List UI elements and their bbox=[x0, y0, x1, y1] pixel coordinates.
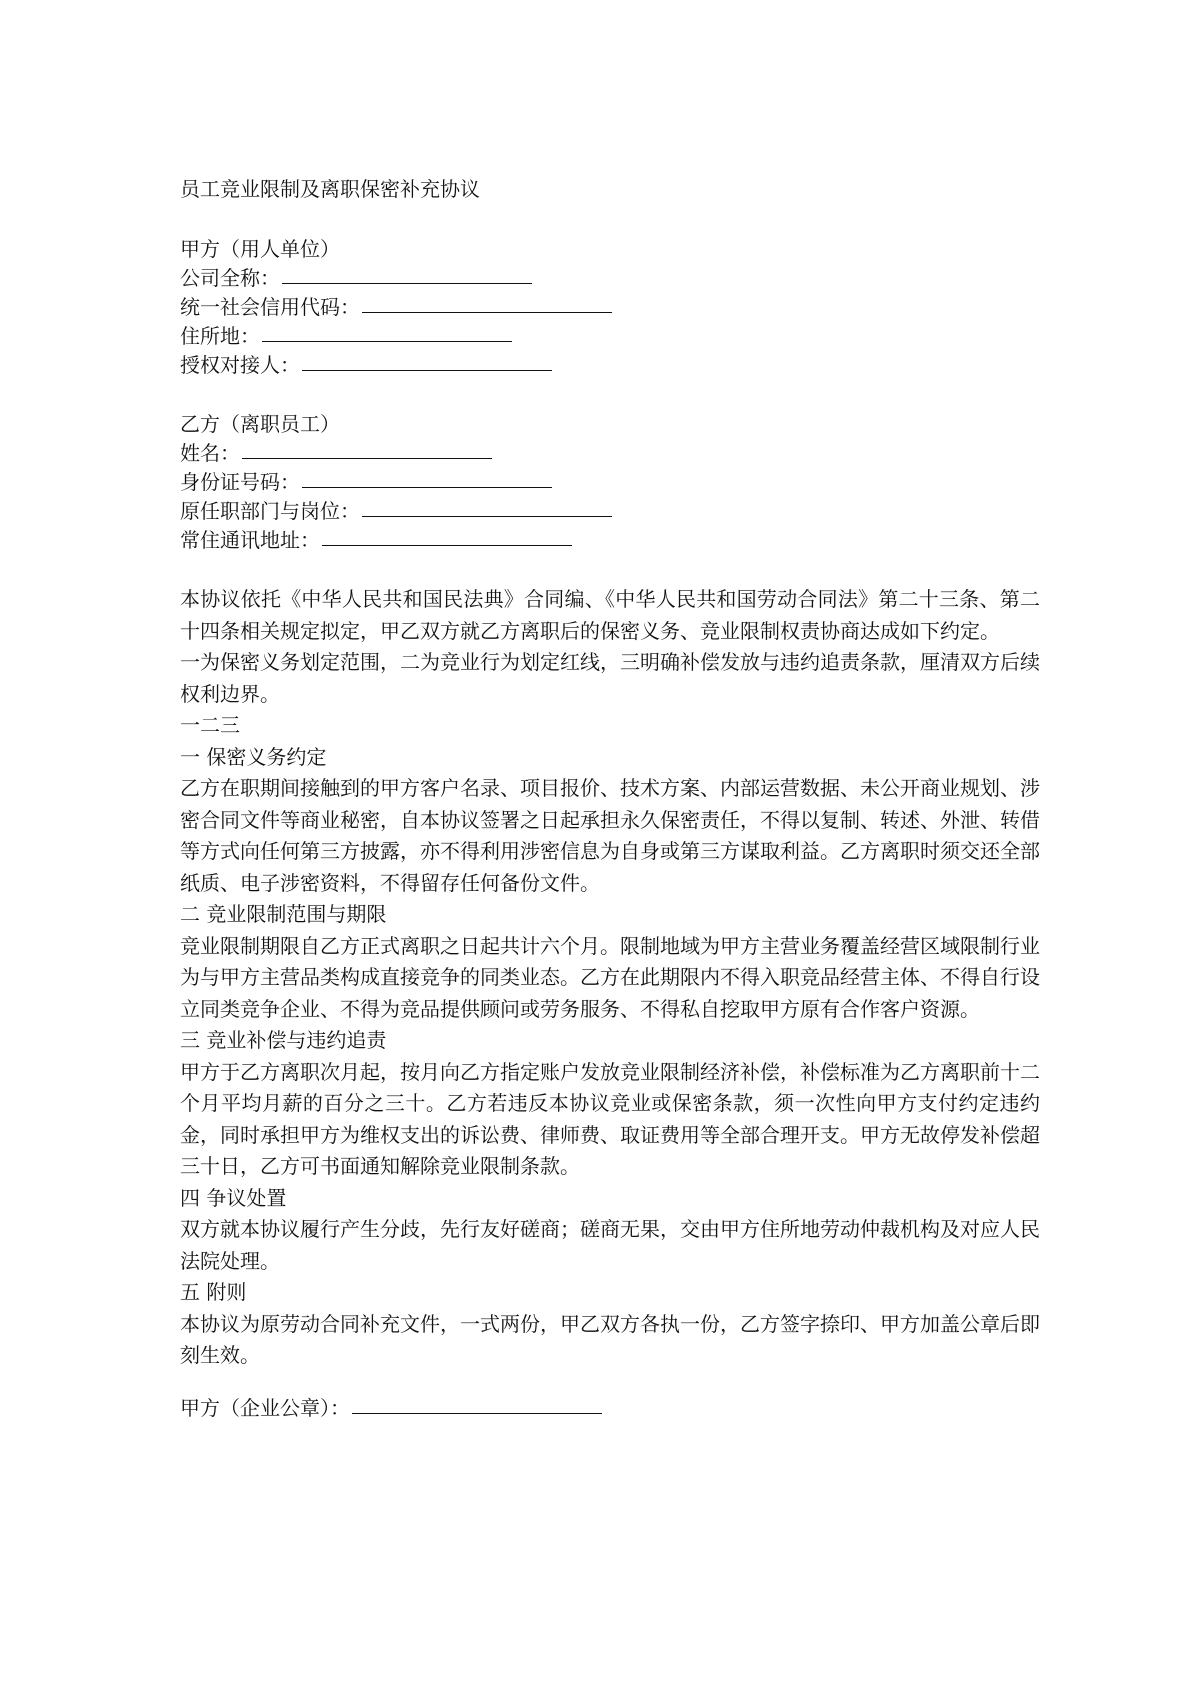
fill-in-blank bbox=[282, 282, 532, 284]
summary-text: 一为保密义务划定范围，二为竞业行为划定红线，三明确补偿发放与违约追责条款，厘清双方后续权利边界。 bbox=[180, 650, 1040, 706]
section-body: 竞业限制期限自乙方正式离职之日起共计六个月。限制地域为甲方主营业务覆盖经营区域限制行业为与甲方主营品类构成直接竞争的同类业态。乙方在此期限内不得入职竞品经营主体、不得自行设立同类竞争企业、不得为竞品提供顾问或劳务服务、不得私自挖取甲方原有合作客户资源。 bbox=[180, 933, 1040, 1021]
section-body: 甲方于乙方离职次月起，按月向乙方指定账户发放竞业限制经济补偿，补偿标准为乙方离职前十二个月平均月薪的百分之三十。乙方若违反本协议竞业或保密条款，须一次性向甲方支付约定违约金，同时承担甲方为维权支出的诉讼费、律师费、取证费用等全部合理开支。甲方无故停发补偿超三十日，乙方可书面通知解除竞业限制条款。 bbox=[180, 1059, 1040, 1178]
section-heading: 三 竞业补偿与违约追责 bbox=[180, 1028, 387, 1052]
section-body: 双方就本协议履行产生分歧，先行友好磋商；磋商无果，交由甲方住所地劳动仲裁机构及对应人民法院处理。 bbox=[180, 1217, 1040, 1273]
section-heading: 四 争议处置 bbox=[180, 1185, 287, 1210]
intro-text: 本协议依托《中华人民共和国民法典》合同编、《中华人民共和国劳动合同法》第二十三条、第二十四条相关规定拟定，甲乙双方就乙方离职后的保密义务、竞业限制权责协商达成如下约定。 bbox=[180, 587, 1040, 643]
party-a-contact-field bbox=[180, 353, 552, 377]
field-label: 授权对接人： bbox=[180, 353, 300, 377]
fill-in-blank bbox=[362, 515, 612, 517]
fill-in-blank bbox=[322, 544, 572, 546]
party-b-heading: 乙方（离职员工） bbox=[180, 412, 340, 436]
section-body: 乙方在职期间接触到的甲方客户名录、项目报价、技术方案、内部运营数据、未公开商业规划、涉密合同文件等商业秘密，自本协议签署之日起承担永久保密责任，不得以复制、转述、外泄、转借等方式向任何第三方披露，亦不得利用涉密信息为自身或第三方谋取利益。乙方离职时须交还全部纸质、电子涉密资料，不得留存任何备份文件。 bbox=[180, 776, 1040, 895]
section-body: 本协议为原劳动合同补充文件，一式两份，甲乙双方各执一份，乙方签字捺印、甲方加盖公章后即刻生效。 bbox=[180, 1311, 1040, 1367]
fill-in-blank bbox=[262, 340, 512, 342]
party-b-name-field bbox=[180, 441, 492, 465]
section-heading: 一 保密义务约定 bbox=[180, 744, 327, 769]
section-heading: 二 竞业限制范围与期限 bbox=[180, 902, 387, 926]
signature-label: 甲方（企业公章）： bbox=[180, 1396, 350, 1420]
field-label: 公司全称： bbox=[180, 266, 280, 290]
field-label: 姓名： bbox=[180, 441, 240, 465]
intro-paragraph bbox=[180, 584, 1040, 1372]
section-heading: 五 附则 bbox=[180, 1280, 247, 1304]
numbering-line: 一二三 bbox=[180, 713, 240, 737]
field-label: 常住通讯地址： bbox=[180, 528, 320, 552]
party-a-address-field bbox=[180, 324, 512, 348]
party-a-credit-code-field bbox=[180, 295, 612, 319]
party-a-heading: 甲方（用人单位） bbox=[180, 237, 340, 261]
signature-line bbox=[180, 1396, 602, 1420]
party-b-id-field bbox=[180, 470, 552, 494]
field-label: 原任职部门与岗位： bbox=[180, 499, 360, 523]
field-label: 住所地： bbox=[180, 324, 260, 348]
fill-in-blank bbox=[302, 486, 552, 488]
document-title: 员工竞业限制及离职保密补充协议 bbox=[180, 177, 480, 201]
fill-in-blank bbox=[242, 457, 492, 459]
party-a-company-name-field bbox=[180, 266, 532, 290]
fill-in-blank bbox=[302, 369, 552, 371]
party-b-address-field bbox=[180, 528, 572, 552]
signature-blank bbox=[352, 1412, 602, 1414]
field-label: 统一社会信用代码： bbox=[180, 295, 360, 319]
party-b-position-field bbox=[180, 499, 612, 523]
field-label: 身份证号码： bbox=[180, 470, 300, 494]
fill-in-blank bbox=[362, 311, 612, 313]
